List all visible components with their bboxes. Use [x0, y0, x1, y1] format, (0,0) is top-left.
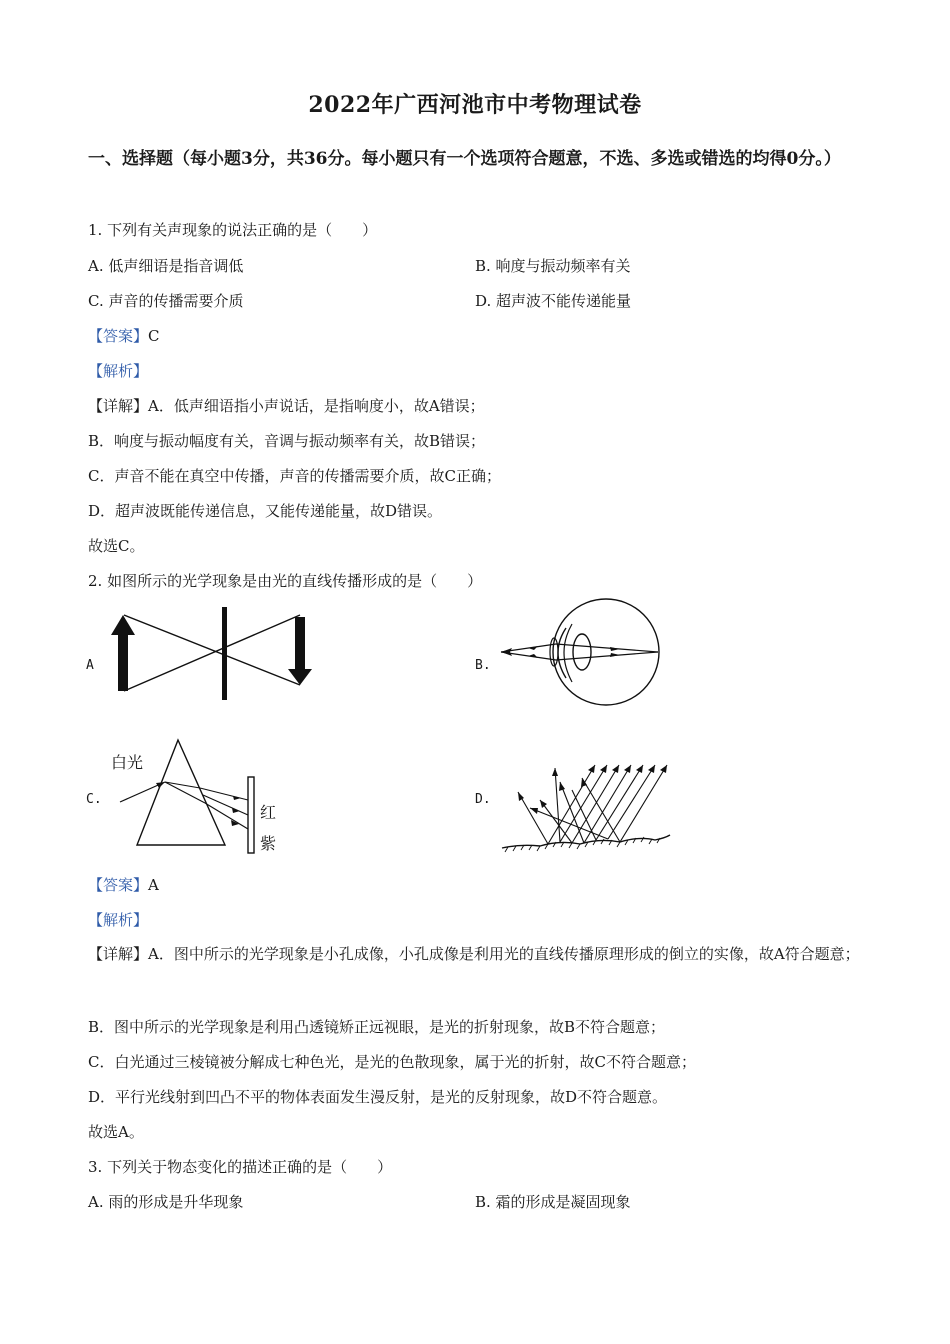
q1-detail-a: [88, 396, 485, 416]
figure-a-label: A: [86, 658, 94, 673]
q1-analysis-tag: 【解析】: [88, 362, 149, 380]
detail-tag: 【详解】: [88, 397, 149, 415]
figure-c-violet-label: 紫: [260, 834, 277, 853]
q2-detail-b: B．图中所示的光学现象是利用凸透镜矫正远视眼，是光的折射现象，故B不符合题意；: [88, 1018, 666, 1036]
q2-detail-d: D．平行光线射到凹凸不平的物体表面发生漫反射，是光的反射现象，故D不符合题意。: [88, 1088, 668, 1106]
answer-tag: 【答案】: [88, 876, 149, 894]
detail-text: A．低声细语指小声说话，是指响度小，故A错误；: [148, 397, 485, 415]
figure-c-red-label: 红: [260, 803, 277, 822]
figure-a-pinhole-diagram: [100, 605, 330, 705]
figure-d-label: D.: [475, 792, 491, 807]
q3-option-b: B. 霜的形成是凝固现象: [475, 1193, 631, 1211]
figure-d-diffuse-reflection-diagram: [500, 760, 675, 855]
q1-detail-c: C．声音不能在真空中传播，声音的传播需要介质，故C正确；: [88, 467, 501, 485]
figure-b-label: B.: [475, 658, 491, 673]
q1-stem: 1. 下列有关声现象的说法正确的是（ ）: [88, 221, 378, 239]
q1-detail-d: D．超声波既能传递信息，又能传递能量，故D错误。: [88, 502, 443, 520]
figure-c-label: C.: [86, 792, 102, 807]
q1-conclusion: 故选C。: [88, 537, 145, 555]
section-heading: 一、选择题（每小题3分，共36分。每小题只有一个选项符合题意，不选、多选或错选的均得0分。）: [88, 149, 841, 169]
q1-answer: [88, 326, 160, 346]
q2-analysis-tag: 【解析】: [88, 911, 149, 929]
detail-tag: 【详解】: [88, 945, 149, 963]
q1-option-b: B. 响度与振动频率有关: [475, 257, 631, 275]
q1-option-a: A. 低声细语是指音调低: [88, 257, 244, 275]
q1-option-c: C. 声音的传播需要介质: [88, 292, 244, 310]
q2-stem: 2. 如图所示的光学现象是由光的直线传播形成的是（ ）: [88, 572, 483, 590]
answer-value: A: [148, 876, 159, 894]
q3-stem: 3. 下列关于物态变化的描述正确的是（ ）: [88, 1158, 393, 1176]
figure-c-white-light-label: 白光: [111, 753, 144, 772]
figure-c-prism-diagram: [115, 735, 265, 855]
q2-detail-c: C．白光通过三棱镜被分解成七种色光，是光的色散现象，属于光的折射，故C不符合题意；: [88, 1053, 696, 1071]
answer-value: C: [148, 327, 160, 345]
page-title: 2022年广西河池市中考物理试卷: [308, 92, 642, 118]
q2-answer: [88, 875, 159, 895]
q1-option-d: D. 超声波不能传递能量: [475, 292, 632, 310]
figure-b-eye-diagram: [498, 600, 663, 705]
q2-detail-a: [88, 937, 860, 972]
detail-text: A．图中所示的光学现象是小孔成像，小孔成像是利用光的直线传播原理形成的倒立的实像，故A符合题意；: [148, 945, 860, 963]
q3-option-a: A. 雨的形成是升华现象: [88, 1193, 244, 1211]
q2-conclusion: 故选A。: [88, 1123, 144, 1141]
answer-tag: 【答案】: [88, 327, 149, 345]
q1-detail-b: B．响度与振动幅度有关，音调与振动频率有关，故B错误；: [88, 432, 486, 450]
